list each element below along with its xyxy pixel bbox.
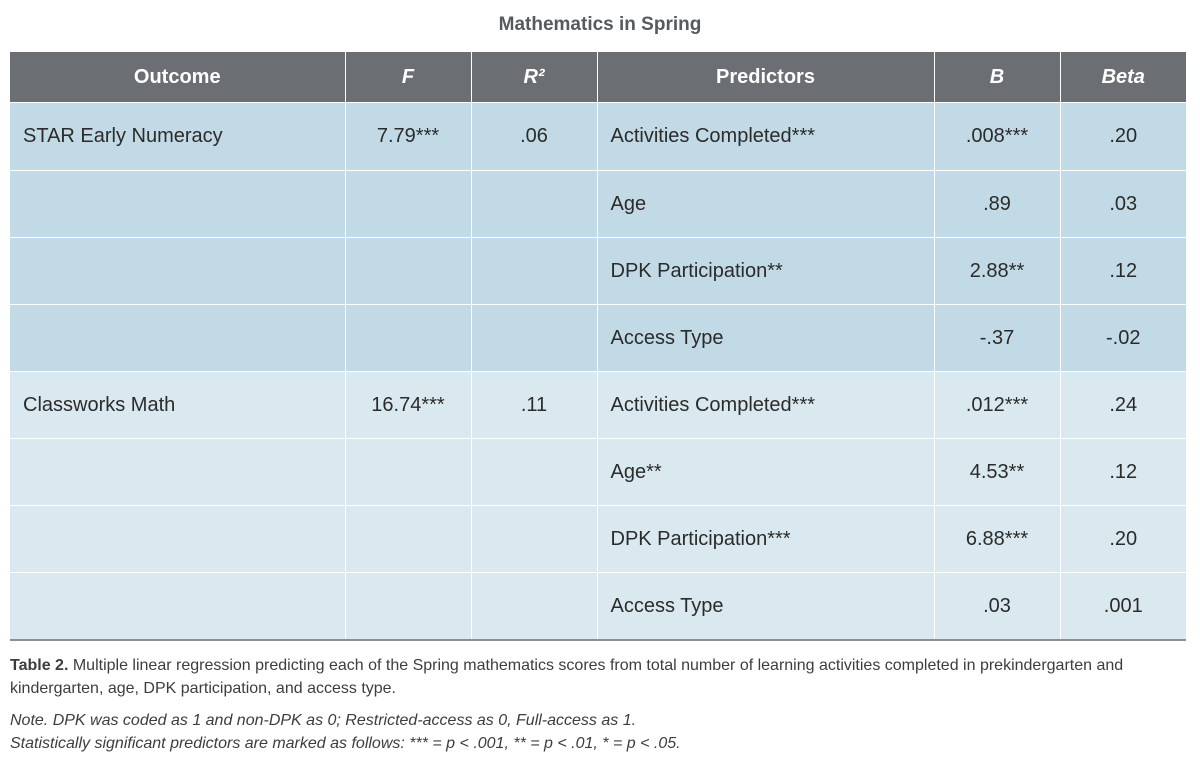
note-line-1: Note. DPK was coded as 1 and non-DPK as 0; Restricted-access as 0, Full-access as 1.: [10, 712, 637, 729]
cell-predictor: Activities Completed***: [597, 103, 934, 171]
cell-outcome: [10, 171, 345, 238]
cell-outcome: STAR Early Numeracy: [10, 103, 345, 171]
cell-f: [345, 171, 471, 238]
cell-outcome: [10, 238, 345, 305]
cell-b: .008***: [934, 103, 1060, 171]
cell-predictor: Access Type: [597, 573, 934, 641]
header-r2-label: R²: [523, 65, 545, 88]
caption-label: Table 2.: [10, 657, 69, 674]
cell-f: [345, 238, 471, 305]
cell-r2: [471, 439, 597, 506]
cell-beta: .12: [1060, 439, 1186, 506]
cell-b: 2.88**: [934, 238, 1060, 305]
cell-b: .012***: [934, 372, 1060, 439]
note-line-2: Statistically significant predictors are marked as follows: *** = p < .001, ** = p < .01, * = p < .05.: [10, 735, 681, 752]
header-r2: [471, 52, 597, 103]
header-beta-label: Beta: [1101, 65, 1145, 88]
cell-r2: [471, 573, 597, 641]
header-b: [934, 52, 1060, 103]
cell-f: 16.74***: [345, 372, 471, 439]
cell-beta: .03: [1060, 171, 1186, 238]
cell-r2: [471, 171, 597, 238]
table-row: [10, 573, 1186, 641]
cell-beta: .12: [1060, 238, 1186, 305]
cell-outcome: [10, 305, 345, 372]
header-predictors: Predictors: [597, 52, 934, 103]
cell-predictor: Access Type: [597, 305, 934, 372]
table-row: [10, 171, 1186, 238]
cell-predictor: Age: [597, 171, 934, 238]
cell-beta: .001: [1060, 573, 1186, 641]
cell-f: [345, 506, 471, 573]
header-outcome: Outcome: [10, 52, 345, 103]
cell-outcome: [10, 506, 345, 573]
cell-f: [345, 439, 471, 506]
cell-r2: .11: [471, 372, 597, 439]
cell-predictor: Activities Completed***: [597, 372, 934, 439]
header-row: [10, 52, 1186, 103]
table-row: [10, 439, 1186, 506]
cell-outcome: [10, 573, 345, 641]
cell-b: -.37: [934, 305, 1060, 372]
cell-b: .03: [934, 573, 1060, 641]
table-row: [10, 305, 1186, 372]
header-beta: [1060, 52, 1186, 103]
cell-beta: -.02: [1060, 305, 1186, 372]
header-f-label: F: [401, 65, 415, 88]
table-title: Mathematics in Spring: [498, 14, 702, 35]
cell-r2: [471, 305, 597, 372]
cell-beta: .24: [1060, 372, 1186, 439]
cell-f: 7.79***: [345, 103, 471, 171]
cell-outcome: Classworks Math: [10, 372, 345, 439]
cell-r2: .06: [471, 103, 597, 171]
cell-predictor: Age**: [597, 439, 934, 506]
cell-r2: [471, 238, 597, 305]
table-row: [10, 103, 1186, 171]
cell-outcome: [10, 439, 345, 506]
cell-f: [345, 573, 471, 641]
cell-r2: [471, 506, 597, 573]
cell-predictor: DPK Participation**: [597, 238, 934, 305]
cell-f: [345, 305, 471, 372]
cell-b: 4.53**: [934, 439, 1060, 506]
caption-text: Multiple linear regression predicting each of the Spring mathematics scores from total number of learning activities completed in prekindergarten and kindergarten, age, DPK participation, and access type.: [10, 657, 1124, 697]
cell-beta: .20: [1060, 506, 1186, 573]
header-f: [345, 52, 471, 103]
header-b-label: B: [989, 65, 1005, 88]
table-row: [10, 372, 1186, 439]
regression-table: [10, 52, 1186, 641]
table-caption: [10, 654, 1186, 700]
cell-predictor: DPK Participation***: [597, 506, 934, 573]
cell-b: 6.88***: [934, 506, 1060, 573]
table-row: [10, 238, 1186, 305]
cell-beta: .20: [1060, 103, 1186, 171]
table-note: [10, 709, 1186, 755]
cell-b: .89: [934, 171, 1060, 238]
table-row: [10, 506, 1186, 573]
